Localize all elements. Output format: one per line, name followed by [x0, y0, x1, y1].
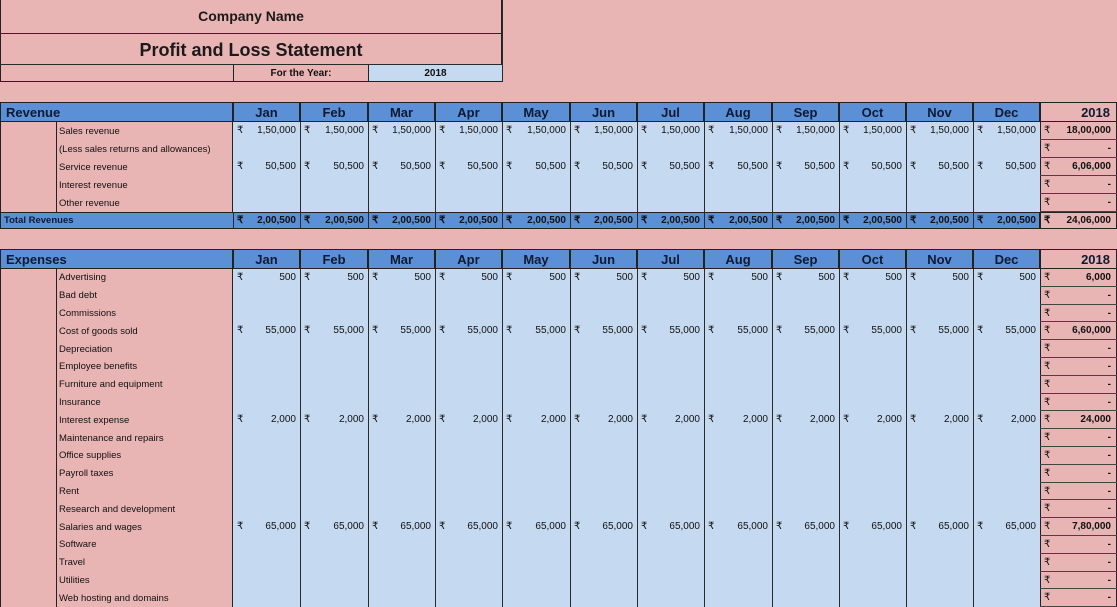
cell-value-aug[interactable]: 55,000	[737, 325, 768, 337]
row-label: Salaries and wages	[59, 521, 142, 533]
year-grand-total-value: 24,06,000	[1066, 215, 1111, 226]
cell-value-feb[interactable]: 500	[347, 272, 364, 283]
rupee-icon: ₹	[237, 215, 244, 226]
cell-value-jun[interactable]: 2,000	[607, 414, 633, 426]
rupee-icon: ₹	[304, 325, 311, 337]
rupee-icon: ₹	[574, 125, 581, 136]
row-label: Web hosting and domains	[59, 592, 169, 604]
row-label: Service revenue	[59, 161, 128, 173]
revenue-indent	[0, 122, 57, 212]
cell-value-oct[interactable]: 1,50,000	[863, 125, 902, 136]
cell-value-jun[interactable]: 500	[616, 272, 633, 283]
divider	[973, 269, 974, 607]
year-total-value: -	[1107, 539, 1111, 550]
rupee-icon: ₹	[304, 161, 311, 172]
divider	[368, 269, 369, 607]
cell-value-jul[interactable]: 1,50,000	[661, 125, 700, 136]
cell-value-aug[interactable]: 50,500	[737, 161, 768, 172]
cell-value-may[interactable]: 2,000	[540, 414, 566, 426]
cell-value-jul[interactable]: 65,000	[669, 521, 700, 533]
cell-value-mar[interactable]: 2,000	[405, 414, 431, 426]
rupee-icon: ₹	[776, 414, 783, 426]
rupee-icon: ₹	[641, 325, 648, 337]
year-total-value: -	[1107, 432, 1111, 444]
rupee-icon: ₹	[708, 521, 715, 533]
rupee-icon: ₹	[843, 272, 850, 283]
cell-value-sep[interactable]: 55,000	[804, 325, 835, 337]
cell-value-aug[interactable]: 65,000	[737, 521, 768, 533]
cell-value-jan[interactable]: 500	[279, 272, 296, 283]
rupee-icon: ₹	[910, 414, 917, 426]
cell-value-sep[interactable]: 1,50,000	[796, 125, 835, 136]
rupee-icon: ₹	[641, 161, 648, 172]
cell-value-sep[interactable]: 2,000	[809, 414, 835, 426]
row-label: Travel	[59, 557, 86, 569]
cell-value-jul[interactable]: 50,500	[669, 161, 700, 172]
rupee-icon: ₹	[641, 521, 648, 533]
rupee-icon: ₹	[237, 414, 244, 426]
cell-value-nov[interactable]: 55,000	[938, 325, 969, 337]
cell-value-jan[interactable]: 2,000	[270, 414, 296, 426]
total-value-oct: 2,00,500	[863, 215, 902, 226]
month-header-oct: Oct	[839, 249, 906, 269]
cell-value-dec[interactable]: 500	[1019, 272, 1036, 283]
rupee-icon: ₹	[506, 521, 513, 533]
rupee-icon: ₹	[372, 272, 379, 283]
rupee-icon: ₹	[574, 325, 581, 337]
rupee-icon: ₹	[372, 521, 379, 533]
year-total-value: -	[1107, 378, 1111, 390]
rupee-icon: ₹	[372, 161, 379, 172]
rupee-icon: ₹	[506, 414, 513, 426]
rupee-icon: ₹	[439, 521, 446, 533]
cell-value-sep[interactable]: 500	[818, 272, 835, 283]
cell-value-mar[interactable]: 55,000	[400, 325, 431, 337]
divider	[839, 269, 840, 607]
rupee-icon: ₹	[776, 215, 783, 226]
month-header-apr: Apr	[435, 102, 502, 122]
revenue-section-title: Revenue	[0, 102, 233, 122]
cell-value-jan[interactable]: 65,000	[265, 521, 296, 533]
rupee-icon: ₹	[776, 272, 783, 283]
cell-value-jun[interactable]: 50,500	[602, 161, 633, 172]
rupee-icon: ₹	[439, 325, 446, 337]
cell-value-mar[interactable]: 1,50,000	[392, 125, 431, 136]
divider	[570, 269, 571, 607]
cell-value-apr[interactable]: 500	[481, 272, 498, 283]
cell-value-feb[interactable]: 1,50,000	[325, 125, 364, 136]
rupee-icon: ₹	[977, 414, 984, 426]
rupee-icon: ₹	[439, 414, 446, 426]
rupee-icon: ₹	[1044, 556, 1051, 568]
rupee-icon: ₹	[506, 125, 513, 136]
row-label: Employee benefits	[59, 361, 138, 373]
rupee-icon: ₹	[910, 325, 917, 337]
total-revenues-label: Total Revenues	[4, 215, 74, 226]
month-header-sep: Sep	[772, 249, 839, 269]
year-total-value: 7,80,000	[1072, 521, 1111, 533]
year-total-value: 6,60,000	[1072, 325, 1111, 337]
cell-value-jan[interactable]: 55,000	[265, 325, 296, 337]
cell-value-jul[interactable]: 55,000	[669, 325, 700, 337]
rupee-icon: ₹	[1044, 161, 1051, 172]
rupee-icon: ₹	[304, 521, 311, 533]
rupee-icon: ₹	[641, 414, 648, 426]
month-header-jul: Jul	[637, 102, 704, 122]
rupee-icon: ₹	[843, 161, 850, 172]
rupee-icon: ₹	[977, 161, 984, 172]
rupee-icon: ₹	[977, 521, 984, 533]
rupee-icon: ₹	[439, 272, 446, 283]
year-total-value: -	[1107, 556, 1111, 568]
year-total-value: -	[1107, 503, 1111, 515]
company-name: Company Name	[198, 8, 304, 24]
year-total-value: -	[1107, 361, 1111, 372]
cell-value-oct[interactable]: 500	[885, 272, 902, 283]
rupee-icon: ₹	[372, 125, 379, 136]
year-total-value: -	[1107, 307, 1111, 319]
cell-value-apr[interactable]: 2,000	[472, 414, 498, 426]
row-label: (Less sales returns and allowances)	[59, 143, 211, 155]
month-header-jan: Jan	[233, 249, 300, 269]
cell-value-sep[interactable]: 65,000	[804, 521, 835, 533]
rupee-icon: ₹	[304, 272, 311, 283]
rupee-icon: ₹	[1044, 343, 1051, 355]
cell-value-jul[interactable]: 500	[683, 272, 700, 283]
month-header-jul: Jul	[637, 249, 704, 269]
rupee-icon: ₹	[1044, 503, 1051, 515]
month-header-dec: Dec	[973, 249, 1040, 269]
rupee-icon: ₹	[977, 125, 984, 136]
divider	[772, 269, 773, 607]
year-total-value: -	[1107, 450, 1111, 461]
row-label: Maintenance and repairs	[59, 432, 164, 444]
expenses-indent	[0, 269, 57, 607]
rupee-icon: ₹	[910, 272, 917, 283]
rupee-icon: ₹	[574, 161, 581, 172]
rupee-icon: ₹	[708, 161, 715, 172]
divider	[906, 269, 907, 607]
total-value-aug: 2,00,500	[729, 215, 768, 226]
total-value-apr: 2,00,500	[459, 215, 498, 226]
total-value-may: 2,00,500	[527, 215, 566, 226]
rupee-icon: ₹	[843, 414, 850, 426]
month-header-jun: Jun	[570, 102, 637, 122]
cell-value-jun[interactable]: 1,50,000	[594, 125, 633, 136]
rupee-icon: ₹	[1044, 179, 1051, 190]
total-value-dec: 2,00,500	[997, 215, 1036, 226]
cell-value-jan[interactable]: 50,500	[265, 161, 296, 172]
rupee-icon: ₹	[910, 215, 917, 226]
rupee-icon: ₹	[776, 125, 783, 136]
month-header-feb: Feb	[300, 102, 368, 122]
rupee-icon: ₹	[506, 325, 513, 337]
rupee-icon: ₹	[506, 215, 513, 226]
rupee-icon: ₹	[1044, 467, 1051, 479]
rupee-icon: ₹	[1044, 289, 1051, 301]
rupee-icon: ₹	[1044, 450, 1051, 461]
cell-value-feb[interactable]: 65,000	[333, 521, 364, 533]
cell-value-dec[interactable]: 2,000	[1010, 414, 1036, 426]
total-value-sep: 2,00,500	[796, 215, 835, 226]
row-label: Depreciation	[59, 343, 113, 355]
cell-value-jun[interactable]: 65,000	[602, 521, 633, 533]
rupee-icon: ₹	[304, 215, 311, 226]
month-header-dec: Dec	[973, 102, 1040, 122]
divider	[502, 0, 503, 82]
year-total-value: -	[1107, 289, 1111, 301]
rupee-icon: ₹	[1044, 396, 1051, 408]
cell-value-mar[interactable]: 500	[414, 272, 431, 283]
cell-value-jul[interactable]: 2,000	[674, 414, 700, 426]
year-header: 2018	[1040, 249, 1117, 269]
total-value-nov: 2,00,500	[930, 215, 969, 226]
month-header-sep: Sep	[772, 102, 839, 122]
rupee-icon: ₹	[506, 272, 513, 283]
year-value-cell[interactable]: 2018	[368, 65, 502, 81]
rupee-icon: ₹	[776, 325, 783, 337]
rupee-icon: ₹	[574, 521, 581, 533]
cell-value-nov[interactable]: 65,000	[938, 521, 969, 533]
cell-value-nov[interactable]: 2,000	[943, 414, 969, 426]
month-header-jun: Jun	[570, 249, 637, 269]
rupee-icon: ₹	[1044, 539, 1051, 550]
year-total-value: 18,00,000	[1066, 125, 1111, 136]
year-total-value: -	[1107, 485, 1111, 497]
rupee-icon: ₹	[304, 414, 311, 426]
cell-value-oct[interactable]: 65,000	[871, 521, 902, 533]
rupee-icon: ₹	[776, 161, 783, 172]
row-label: Payroll taxes	[59, 468, 114, 480]
rupee-icon: ₹	[574, 272, 581, 283]
rupee-icon: ₹	[1044, 414, 1051, 426]
rupee-icon: ₹	[910, 125, 917, 136]
cell-value-apr[interactable]: 50,500	[467, 161, 498, 172]
month-header-jan: Jan	[233, 102, 300, 122]
rupee-icon: ₹	[641, 125, 648, 136]
divider	[300, 269, 301, 607]
expenses-section-title: Expenses	[0, 249, 233, 269]
divider	[0, 33, 502, 34]
rupee-icon: ₹	[1044, 485, 1051, 497]
cell-value-apr[interactable]: 55,000	[467, 325, 498, 337]
year-total-value: -	[1107, 343, 1111, 355]
rupee-icon: ₹	[304, 125, 311, 136]
cell-value-may[interactable]: 500	[549, 272, 566, 283]
rupee-icon: ₹	[1044, 215, 1051, 226]
cell-value-may[interactable]: 55,000	[535, 325, 566, 337]
cell-value-may[interactable]: 1,50,000	[527, 125, 566, 136]
cell-value-feb[interactable]: 2,000	[338, 414, 364, 426]
cell-value-dec[interactable]: 55,000	[1005, 325, 1036, 337]
total-value-jul: 2,00,500	[661, 215, 700, 226]
month-header-nov: Nov	[906, 249, 973, 269]
rupee-icon: ₹	[977, 325, 984, 337]
row-label: Research and development	[59, 503, 176, 515]
row-label: Software	[59, 539, 97, 551]
cell-value-apr[interactable]: 1,50,000	[459, 125, 498, 136]
cell-value-oct[interactable]: 50,500	[871, 161, 902, 172]
rupee-icon: ₹	[776, 521, 783, 533]
rupee-icon: ₹	[372, 325, 379, 337]
cell-value-aug[interactable]: 500	[751, 272, 768, 283]
year-total-value: 24,000	[1080, 414, 1111, 426]
rupee-icon: ₹	[1044, 521, 1051, 533]
row-label: Furniture and equipment	[59, 379, 163, 391]
cell-value-aug[interactable]: 1,50,000	[729, 125, 768, 136]
year-total-value: -	[1107, 197, 1111, 208]
rupee-icon: ₹	[372, 215, 379, 226]
month-header-aug: Aug	[704, 102, 772, 122]
cell-value-dec[interactable]: 50,500	[1005, 161, 1036, 172]
cell-value-mar[interactable]: 65,000	[400, 521, 431, 533]
divider	[637, 269, 638, 607]
rupee-icon: ₹	[1044, 361, 1051, 372]
rupee-icon: ₹	[708, 414, 715, 426]
rupee-icon: ₹	[237, 272, 244, 283]
month-header-apr: Apr	[435, 249, 502, 269]
cell-value-oct[interactable]: 55,000	[871, 325, 902, 337]
total-value-jan: 2,00,500	[257, 215, 296, 226]
row-label: Commissions	[59, 307, 117, 319]
rupee-icon: ₹	[843, 215, 850, 226]
year-header: 2018	[1040, 102, 1117, 122]
row-label: Other revenue	[59, 197, 120, 209]
month-header-nov: Nov	[906, 102, 973, 122]
rupee-icon: ₹	[1044, 574, 1051, 586]
cell-value-dec[interactable]: 65,000	[1005, 521, 1036, 533]
cell-value-jan[interactable]: 1,50,000	[257, 125, 296, 136]
total-value-jun: 2,00,500	[594, 215, 633, 226]
year-total-value: 6,06,000	[1072, 161, 1111, 172]
rupee-icon: ₹	[237, 325, 244, 337]
row-label: Interest expense	[59, 414, 130, 426]
cell-value-may[interactable]: 65,000	[535, 521, 566, 533]
rupee-icon: ₹	[237, 125, 244, 136]
year-total-value: -	[1107, 574, 1111, 586]
month-header-mar: Mar	[368, 249, 435, 269]
rupee-icon: ₹	[910, 521, 917, 533]
cell-value-nov[interactable]: 50,500	[938, 161, 969, 172]
rupee-icon: ₹	[1044, 197, 1051, 208]
month-header-aug: Aug	[704, 249, 772, 269]
rupee-icon: ₹	[574, 215, 581, 226]
rupee-icon: ₹	[237, 161, 244, 172]
rupee-icon: ₹	[708, 215, 715, 226]
row-label: Advertising	[59, 272, 106, 284]
divider	[502, 269, 503, 607]
rupee-icon: ₹	[1044, 143, 1051, 154]
month-header-feb: Feb	[300, 249, 368, 269]
cell-value-nov[interactable]: 1,50,000	[930, 125, 969, 136]
cell-value-may[interactable]: 50,500	[535, 161, 566, 172]
row-label: Cost of goods sold	[59, 325, 138, 337]
year-total-value: -	[1107, 467, 1111, 479]
rupee-icon: ₹	[708, 325, 715, 337]
cell-value-feb[interactable]: 55,000	[333, 325, 364, 337]
rupee-icon: ₹	[1044, 325, 1051, 337]
rupee-icon: ₹	[708, 272, 715, 283]
month-header-may: May	[502, 249, 570, 269]
rupee-icon: ₹	[843, 521, 850, 533]
month-header-may: May	[502, 102, 570, 122]
rupee-icon: ₹	[574, 414, 581, 426]
rupee-icon: ₹	[910, 161, 917, 172]
cell-value-sep[interactable]: 50,500	[804, 161, 835, 172]
total-value-feb: 2,00,500	[325, 215, 364, 226]
rupee-icon: ₹	[1044, 378, 1051, 390]
row-label: Rent	[59, 485, 80, 497]
year-total-value: 6,000	[1085, 272, 1111, 283]
page-title: Profit and Loss Statement	[139, 39, 363, 60]
row-label: Interest revenue	[59, 179, 128, 191]
month-header-mar: Mar	[368, 102, 435, 122]
rupee-icon: ₹	[708, 125, 715, 136]
rupee-icon: ₹	[1044, 432, 1051, 444]
row-label: Insurance	[59, 396, 101, 408]
row-label: Office supplies	[59, 450, 122, 462]
rupee-icon: ₹	[439, 125, 446, 136]
year-total-value: -	[1107, 396, 1111, 408]
row-label: Sales revenue	[59, 125, 120, 137]
cell-value-feb[interactable]: 50,500	[333, 161, 364, 172]
divider	[704, 269, 705, 607]
rupee-icon: ₹	[977, 215, 984, 226]
rupee-icon: ₹	[977, 272, 984, 283]
rupee-icon: ₹	[641, 272, 648, 283]
cell-value-jun[interactable]: 55,000	[602, 325, 633, 337]
cell-value-mar[interactable]: 50,500	[400, 161, 431, 172]
rupee-icon: ₹	[641, 215, 648, 226]
total-value-mar: 2,00,500	[392, 215, 431, 226]
year-total-value: -	[1107, 179, 1111, 190]
rupee-icon: ₹	[237, 521, 244, 533]
cell-value-aug[interactable]: 2,000	[742, 414, 768, 426]
cell-value-oct[interactable]: 2,000	[876, 414, 902, 426]
cell-value-nov[interactable]: 500	[952, 272, 969, 283]
rupee-icon: ₹	[1044, 307, 1051, 319]
cell-value-apr[interactable]: 65,000	[467, 521, 498, 533]
row-label: Bad debt	[59, 290, 98, 302]
rupee-icon: ₹	[1044, 592, 1051, 604]
rupee-icon: ₹	[372, 414, 379, 426]
year-label: For the Year:	[233, 65, 368, 81]
divider	[435, 269, 436, 607]
rupee-icon: ₹	[439, 215, 446, 226]
row-label: Utilities	[59, 574, 90, 586]
month-header-oct: Oct	[839, 102, 906, 122]
rupee-icon: ₹	[439, 161, 446, 172]
cell-value-dec[interactable]: 1,50,000	[997, 125, 1036, 136]
rupee-icon: ₹	[506, 161, 513, 172]
rupee-icon: ₹	[1044, 125, 1051, 136]
year-total-value: -	[1107, 143, 1111, 154]
rupee-icon: ₹	[843, 325, 850, 337]
rupee-icon: ₹	[843, 125, 850, 136]
rupee-icon: ₹	[1044, 272, 1051, 283]
year-total-value: -	[1107, 592, 1111, 604]
